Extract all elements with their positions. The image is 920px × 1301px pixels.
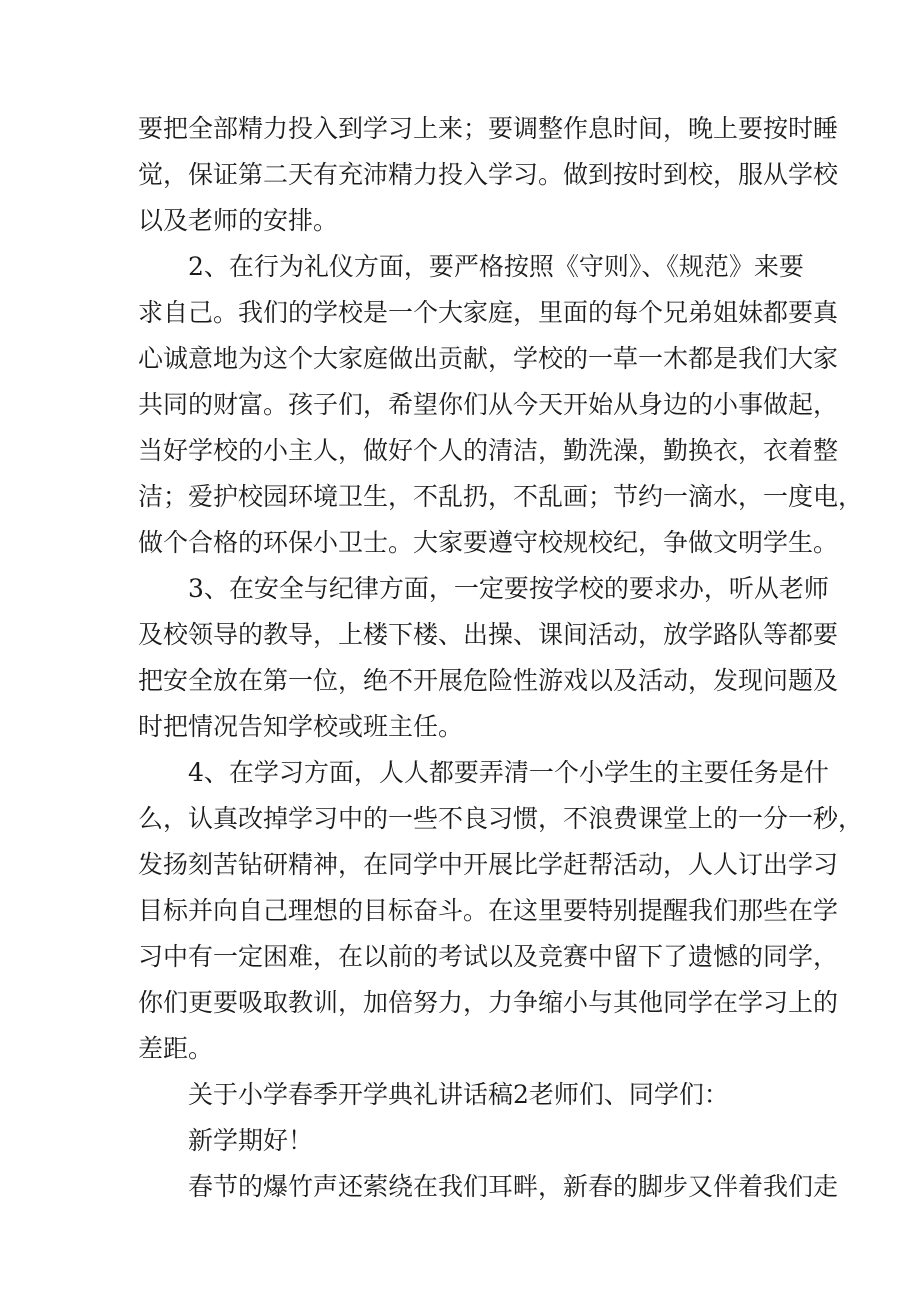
text-line: 2、在行为礼仪方面，要严格按照《守则》、《规范》来要: [188, 252, 804, 281]
text-line: 觉，保证第二天有充沛精力投入学习。做到按时到校，服从学校: [138, 160, 839, 189]
text-line: 要把全部精力投入到学习上来；要调整作息时间，晚上要按时睡: [138, 114, 839, 143]
text-line: 发扬刻苦钻研精神，在同学中开展比学赶帮活动，人人订出学习: [138, 850, 839, 879]
text-line: 你们更要吸取教训，加倍努力，力争缩小与其他同学在学习上的: [138, 988, 839, 1017]
text-line: 差距。: [138, 1034, 214, 1063]
text-line: 4、在学习方面，人人都要弄清一个小学生的主要任务是什: [188, 758, 829, 787]
text-line: 把安全放在第一位，绝不开展危险性游戏以及活动，发现问题及: [138, 666, 839, 695]
text-line: 以及老师的安排。: [138, 206, 339, 235]
text-line: 心诚意地为这个大家庭做出贡献，学校的一草一木都是我们大家: [138, 344, 839, 373]
text-line: 3、在安全与纪律方面，一定要按学校的要求办，听从老师: [188, 574, 829, 603]
text-line: 求自己。我们的学校是一个大家庭，里面的每个兄弟姐妹都要真: [138, 298, 839, 327]
text-line: 共同的财富。孩子们，希望你们从今天开始从身边的小事做起，: [138, 390, 839, 419]
text-line: 做个合格的环保小卫士。大家要遵守校规校纪，争做文明学生。: [138, 528, 839, 557]
text-line: 当好学校的小主人，做好个人的清洁，勤洗澡，勤换衣，衣着整: [138, 436, 839, 465]
text-line: 习中有一定困难，在以前的考试以及竞赛中留下了遗憾的同学，: [138, 942, 839, 971]
text-line: 春节的爆竹声还萦绕在我们耳畔，新春的脚步又伴着我们走: [188, 1172, 839, 1201]
text-line: 么，认真改掉学习中的一些不良习惯，不浪费课堂上的一分一秒，: [138, 804, 864, 833]
section-heading: 关于小学春季开学典礼讲话稿2老师们、同学们：: [188, 1080, 729, 1109]
text-line: 及校领导的教导，上楼下楼、出操、课间活动，放学路队等都要: [138, 620, 839, 649]
greeting-line: 新学期好！: [188, 1126, 314, 1155]
text-line: 洁；爱护校园环境卫生，不乱扔，不乱画；节约一滴水，一度电，: [138, 482, 864, 511]
text-line: 时把情况告知学校或班主任。: [138, 712, 464, 741]
text-line: 目标并向自己理想的目标奋斗。在这里要特别提醒我们那些在学: [138, 896, 839, 925]
